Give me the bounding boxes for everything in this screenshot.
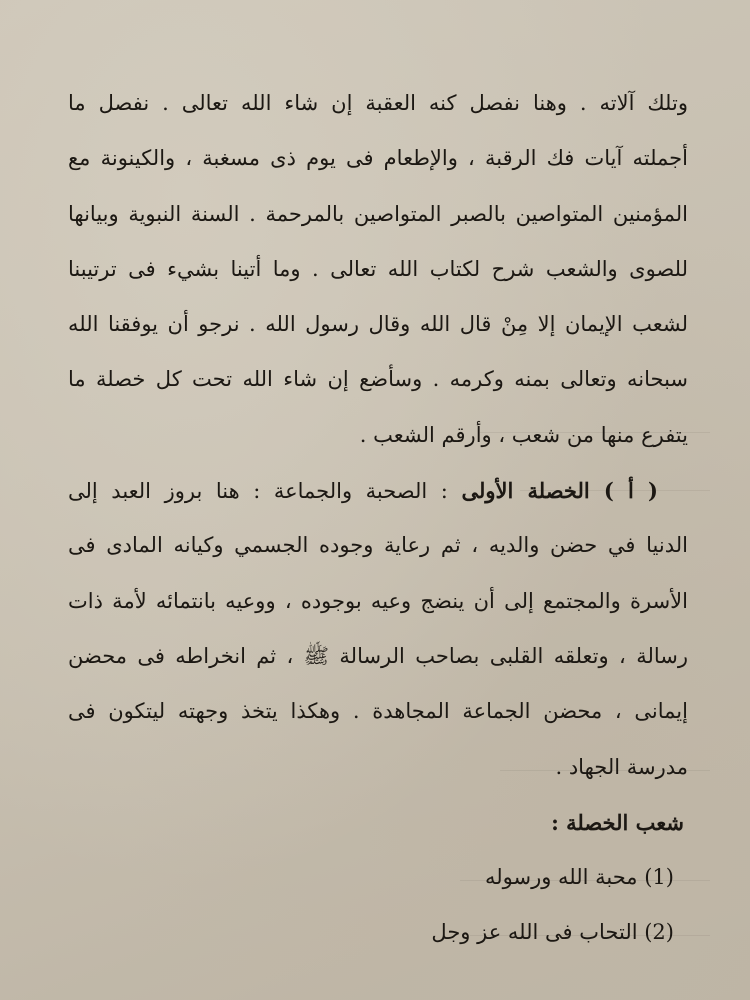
text-line: رسالة ، وتعلقه القلبى بصاحب الرسالة ﷺ ، ثم انخراطه فى محضن (68, 643, 688, 668)
branches-heading: شعب الخصلة : (551, 809, 684, 835)
first-trait-heading-line (68, 463, 688, 518)
text-line: الدنيا في حضن والديه ، ثم رعاية وجوده الجسمي وكيانه المادى فى (68, 533, 688, 558)
branch-item: (2) التحاب فى الله عز وجل (431, 920, 674, 945)
page-text (68, 76, 688, 961)
text-line: وتلك آلاته . وهنا نفصل كنه العقبة إن شاء الله تعالى . نفصل ما (68, 91, 688, 115)
first-trait-label: ( أ ) الخصلة الأولى (461, 478, 658, 504)
text-line: أجملته آيات فك الرقبة ، والإطعام فى يوم ذى مسغبة ، والكينونة مع (68, 146, 688, 171)
text-line: سبحانه وتعالى بمنه وكرمه . وسأضع إن شاء الله تحت كل خصلة ما (68, 367, 688, 392)
branch-item: (1) محبة الله ورسوله (484, 865, 674, 890)
text-line: مدرسة الجهاد . (555, 754, 688, 779)
first-trait-title: : الصحبة والجماعة : هنا بروز العبد إلى (68, 479, 448, 504)
text-line: المؤمنين المتواصين بالصبر المتواصين بالمرحمة . السنة النبوية وبيانها (68, 201, 688, 226)
text-line: يتفرع منها من شعب ، وأرقم الشعب . (359, 422, 688, 447)
text-line: الأسرة والمجتمع إلى أن ينضج وعيه بوجوده ، ووعيه بانتمائه لأمة ذات (68, 588, 688, 613)
text-line: لشعب الإيمان إلا مِنْ قال الله وقال رسول الله . نرجو أن يوفقنا الله (68, 312, 688, 337)
text-line: للصوى والشعب شرح لكتاب الله تعالى . وما أتينا بشيء فى ترتيبنا (68, 256, 688, 281)
text-line: إيمانى ، محضن الجماعة المجاهدة . وهكذا يتخذ وجهته ليتكون فى (68, 699, 688, 724)
